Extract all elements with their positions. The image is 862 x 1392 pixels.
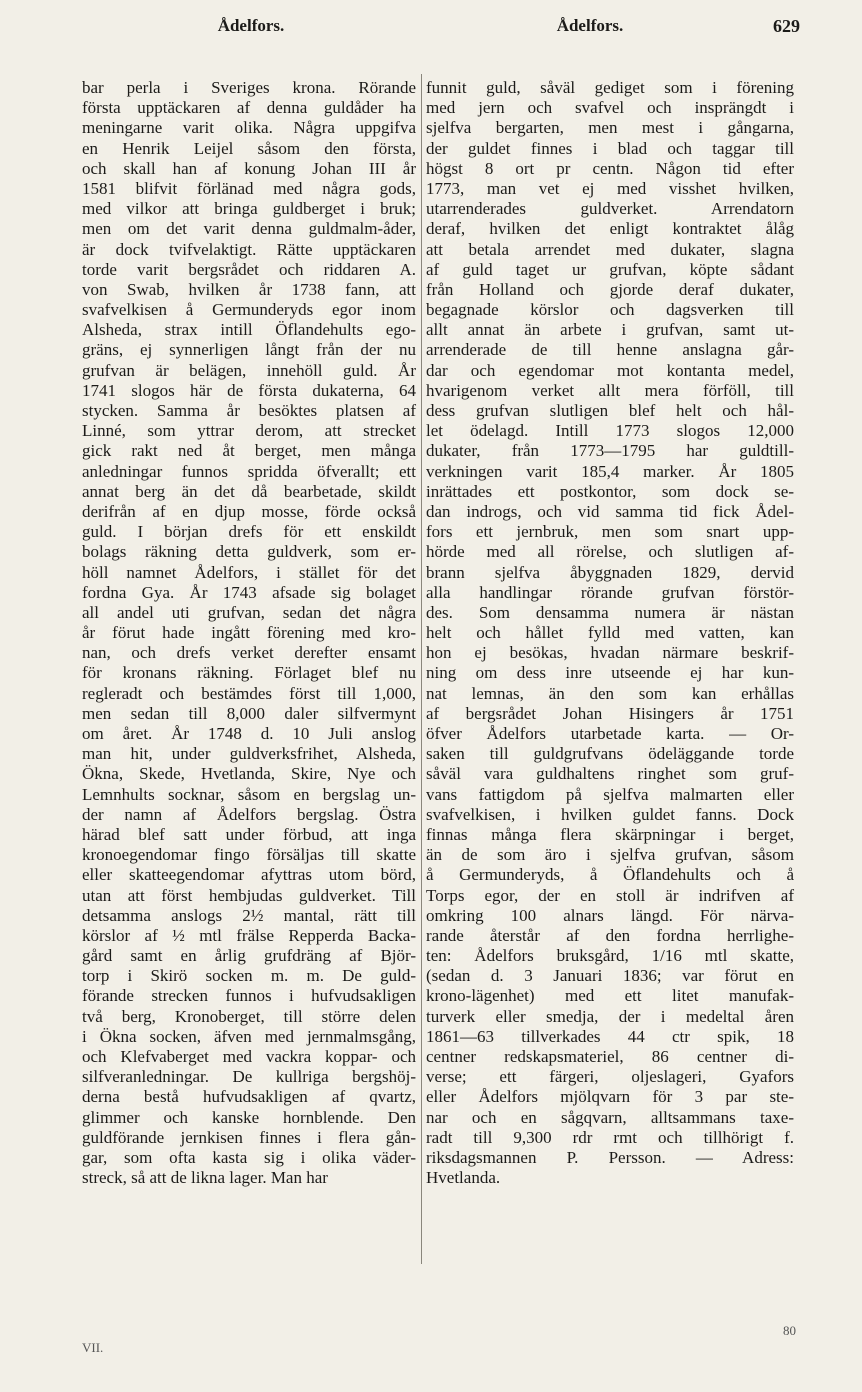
text-line: gräns, ej synnerligen långt från der nu	[82, 340, 416, 360]
text-line: der guldet finnes i blad och taggar till	[426, 138, 794, 158]
text-line: streck, så att de likna lager. Man har	[82, 1168, 328, 1188]
page-number: 629	[773, 16, 800, 36]
text-line: derifrån af en djup mosse, förde också	[82, 501, 416, 521]
text-line: radt till 9,300 rdr rmt och tillhörigt f.	[426, 1127, 794, 1147]
text-line: i Ökna socken, äfven med jernmalmsgång,	[82, 1026, 416, 1046]
text-line: hvarigenom verket allt mera förföll, till	[426, 380, 794, 400]
text-line: gar, som ofta kasta sig i olika väder-	[82, 1147, 416, 1167]
text-line: des. Som densamma numera är nästan	[426, 602, 794, 622]
text-line: bolags räkning detta guldverk, som er-	[82, 542, 416, 562]
text-line: krono-lägenhet) med ett litet manufak-	[426, 986, 794, 1006]
text-line: derna bestå hufvudsakligen af qvartz,	[82, 1087, 416, 1107]
text-line: omkring 100 alnars längd. För närva-	[426, 905, 794, 925]
text-line: dukater, från 1773—1795 har guldtill-	[426, 441, 794, 461]
text-line: allt annat än arbete i grufvan, samt ut-	[426, 320, 794, 340]
text-line: och skall han af konung Johan III år	[82, 158, 416, 178]
text-line: och Klefvaberget med vackra koppar- och	[82, 1047, 416, 1066]
text-line: dar och egendomar mot kontanta medel,	[426, 360, 794, 380]
text-line: fordna Gya. År 1743 afsade sig bolaget	[82, 582, 416, 602]
left-text-column	[82, 78, 416, 1188]
text-line: än de som äro i sjelfva grufvan, såsom	[426, 845, 794, 865]
text-line: svafvelkisen å Germunderyds egor inom	[82, 300, 416, 320]
text-line: utan att först hembjudas guldverket. Till	[82, 885, 416, 905]
text-line: men sedan till 8,000 daler silfvermynt	[82, 703, 416, 723]
text-line: riksdagsmannen P. Persson. — Adress:	[426, 1147, 794, 1167]
text-line: der namn af Ådelfors bergslag. Östra	[82, 804, 416, 824]
text-line: hon ej besökas, hvadan närmare beskrif-	[426, 643, 794, 663]
text-line: eller Ådelfors mjölqvarn för 3 par ste-	[426, 1087, 794, 1107]
text-line: gick rakt ned åt berget, men många	[82, 441, 416, 461]
text-line: saken till guldgrufvans ödeläggande torde	[426, 744, 794, 764]
text-line: helt och hållet fylld med vatten, kan	[426, 623, 794, 643]
text-line: rande återstår af den fordna herrlighe-	[426, 925, 794, 945]
text-line: om året. År 1748 d. 10 Juli anslog	[82, 724, 416, 743]
text-line: annat berg än det då bearbetade, skildt	[82, 481, 416, 501]
text-line: Linné, som yttrar derom, att strecket	[82, 421, 416, 441]
text-line: svafvelkisen, i hvilken guldet fanns. Dock	[426, 804, 794, 824]
text-line: inrättades ett postkontor, som dock se-	[426, 481, 794, 501]
text-line: Lemnhults socknar, såsom en bergslag un-	[82, 784, 416, 804]
text-line: Alsheda, strax intill Öflandehults ego-	[82, 320, 416, 340]
text-line: hörde med all rörelse, och slutligen af-	[426, 542, 794, 562]
right-running-head: Ådelfors.	[556, 16, 624, 35]
text-line: körslor af ½ mtl frälse Repperda Backa-	[82, 925, 416, 945]
text-line: brann sjelfva åbyggnaden 1829, dervid	[426, 562, 794, 582]
text-line: Torps egor, der en stoll är indrifven af	[426, 885, 794, 905]
text-line: 1741 slogos här de första dukaterna, 64	[82, 380, 416, 400]
text-line: såväl vara guldhaltens ringhet som gruf-	[426, 764, 794, 784]
text-line: 1581 blifvit förlänad med några gods,	[82, 178, 416, 198]
text-line: med vilkor att bringa guldberget i bruk;	[82, 199, 416, 219]
text-line: att betala arrendet med dukater, slagna	[426, 239, 794, 259]
text-line: meningarne varit olika. Några uppgifva	[82, 118, 416, 138]
text-line: verse; ett färgeri, oljeslageri, Gyafors	[426, 1067, 794, 1087]
text-line: nar och en sågqvarn, alltsammans taxe-	[426, 1107, 794, 1127]
text-line: anledningar funnos spridda öfverallt; ett	[82, 461, 416, 481]
right-signature-mark: 80	[783, 1323, 796, 1338]
text-line: begagnade körslor och dagsverken till	[426, 300, 794, 320]
text-line: verkningen varit 185,4 marker. År 1805	[426, 461, 794, 481]
text-line: ten: Ådelfors bruksgård, 1/16 mtl skatte,	[426, 946, 794, 966]
text-line: regleradt och bestämdes först till 1,000,	[82, 683, 416, 703]
text-line: torde varit bergsrådet och riddaren A.	[82, 259, 416, 279]
right-text-column	[426, 78, 794, 1188]
text-line: högst 8 ort pr centn. Någon tid efter	[426, 158, 794, 178]
column-divider	[421, 74, 422, 1264]
text-line: vans fattigdom på sjelfva malmarten eller	[426, 784, 794, 804]
text-line: man hit, under guldverksfrihet, Alsheda,	[82, 744, 416, 764]
text-line: turverk eller smedja, der i medeltal åren	[426, 1006, 794, 1026]
text-line: nat lemnas, än den som kan erhållas	[426, 683, 794, 703]
text-line: 1861—63 tillverkades 44 ctr spik, 18	[426, 1026, 794, 1046]
text-line: förande strecken funnos i hufvudsakligen	[82, 986, 416, 1006]
text-line: första upptäckaren af denna guldåder ha	[82, 98, 416, 118]
text-line: grufvan är belägen, innehöll guld. År	[82, 360, 416, 380]
text-line: med jern och svafvel och insprängdt i	[426, 98, 794, 118]
text-line: af bergsrådet Johan Hisingers år 1751	[426, 703, 794, 723]
text-line: alla handlingar rörande grufvan förstör-	[426, 582, 794, 602]
text-line: dess grufvan slutligen blef helt och hål-	[426, 401, 794, 420]
left-running-head: Ådelfors.	[217, 16, 285, 35]
text-line: 1773, man vet ej med visshet hvilken,	[426, 178, 794, 198]
text-line: för kronans räkning. Förlaget blef nu	[82, 663, 416, 683]
text-line: detsamma anslogs 2½ mantal, rätt till	[82, 905, 416, 925]
text-line: utarrenderades guldverket. Arrendatorn	[426, 199, 794, 219]
text-line: från Holland och gjorde deraf dukater,	[426, 279, 794, 299]
text-line: eller skatteegendomar afyttras utom börd,	[82, 865, 416, 885]
text-line: torp i Skirö socken m. m. De guld-	[82, 966, 416, 986]
text-line: (sedan d. 3 Januari 1836; var förut en	[426, 966, 794, 986]
text-line: fors ett jernbruk, men som snart upp-	[426, 522, 794, 542]
text-line: härad blef satt under förbud, att inga	[82, 824, 416, 844]
text-line: Ökna, Skede, Hvetlanda, Skire, Nye och	[82, 764, 416, 784]
text-line: nan, och drefs verket derefter ensamt	[82, 643, 416, 663]
text-line: bar perla i Sveriges krona. Rörande	[82, 78, 416, 97]
text-line: sjelfva bergarten, men mest i gångarna,	[426, 118, 794, 138]
text-line: höll namnet Ådelfors, i stället för det	[82, 562, 416, 582]
text-line: öfver Ådelfors utarbetade karta. — Or-	[426, 724, 794, 743]
text-line: dan indrogs, och vid samma tid fick Ådel-	[426, 501, 794, 521]
right-header	[430, 14, 800, 38]
text-line: centner redskapsmateriel, 86 centner di-	[426, 1047, 794, 1066]
text-line: Hvetlanda.	[426, 1168, 501, 1188]
text-line: gård samt en årlig grufdräng af Björ-	[82, 946, 416, 966]
text-line: von Swab, hvilken år 1738 fann, att	[82, 279, 416, 299]
text-line: år förut hade ingått förening med kro-	[82, 623, 416, 643]
text-line: å Germunderyds, å Öflandehults och å	[426, 865, 794, 885]
text-line: men om det varit denna guldmalm-åder,	[82, 219, 416, 239]
text-line: let ödelagd. Intill 1773 slogos 12,000	[426, 421, 794, 441]
text-line: en Henrik Leijel såsom den första,	[82, 138, 416, 158]
text-line: kronoegendomar fingo försäljas till skatte	[82, 845, 416, 865]
text-line: deraf, hvilken det enligt kontraktet ålåg	[426, 219, 794, 239]
text-line: finnas många flera skärpningar i berget,	[426, 824, 794, 844]
text-line: ning om dess inre utseende ej har kun-	[426, 663, 794, 683]
left-signature-mark: VII.	[82, 1340, 104, 1355]
text-line: stycken. Samma år besöktes platsen af	[82, 401, 416, 420]
text-line: silfveranledningar. De kullriga bergshöj-	[82, 1067, 416, 1087]
text-line: arrenderade de till henne anslagna går-	[426, 340, 794, 360]
text-line: glimmer och kanske hornblende. Den	[82, 1107, 416, 1127]
text-line: af guld taget ur grufvan, köpte sådant	[426, 259, 794, 279]
text-line: guld. I början drefs för ett enskildt	[82, 522, 416, 542]
text-line: all andel uti grufvan, sedan det några	[82, 602, 416, 622]
text-line: guldförande jernkisen finnes i flera gån-	[82, 1127, 416, 1147]
text-line: funnit guld, såväl gediget som i förening	[426, 78, 794, 97]
text-line: är dock tvifvelaktigt. Rätte upptäckaren	[82, 239, 416, 259]
text-line: två berg, Kronoberget, till större delen	[82, 1006, 416, 1026]
